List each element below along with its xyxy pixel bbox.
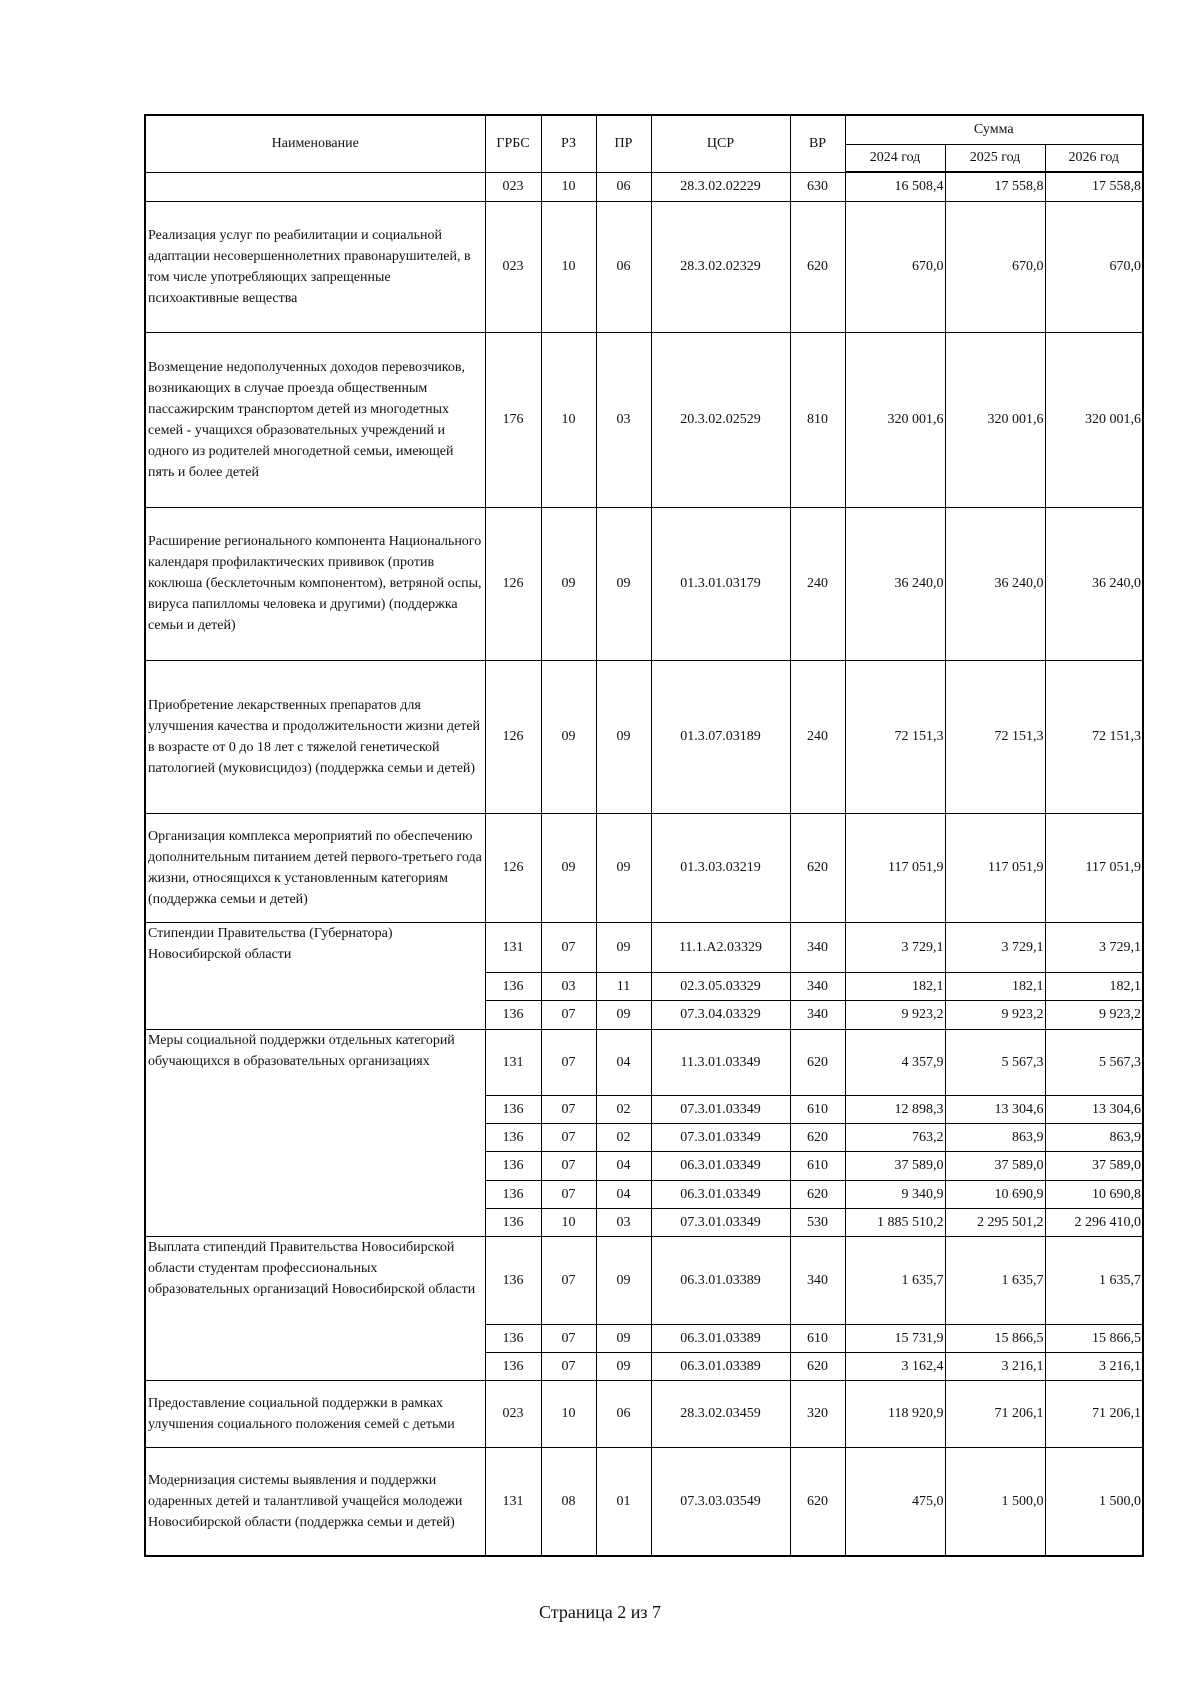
cell-rz: 07 [541, 1095, 596, 1123]
cell-y2025: 72 151,3 [945, 660, 1045, 813]
cell-y2026: 17 558,8 [1045, 172, 1143, 201]
cell-y2026: 320 001,6 [1045, 332, 1143, 507]
cell-pr: 06 [596, 1380, 651, 1447]
cell-y2026: 9 923,2 [1045, 1000, 1143, 1029]
cell-csr: 01.3.07.03189 [651, 660, 790, 813]
cell-vr: 620 [790, 1352, 845, 1380]
cell-rz: 07 [541, 1000, 596, 1029]
cell-y2026: 71 206,1 [1045, 1380, 1143, 1447]
cell-csr: 28.3.02.02229 [651, 172, 790, 201]
cell-csr: 11.1.А2.03329 [651, 922, 790, 972]
row-name: Организация комплекса мероприятий по обеспечению дополнительным питанием детей первого-третьего года жизни, относящихся к установленным категориям (поддержка семьи и детей) [145, 813, 485, 922]
cell-y2024: 670,0 [845, 201, 945, 332]
cell-y2026: 1 635,7 [1045, 1236, 1143, 1324]
cell-y2025: 15 866,5 [945, 1324, 1045, 1352]
budget-table [144, 114, 1144, 1557]
cell-grbs: 023 [485, 172, 541, 201]
cell-csr: 11.3.01.03349 [651, 1029, 790, 1095]
cell-y2026: 72 151,3 [1045, 660, 1143, 813]
cell-y2025: 5 567,3 [945, 1029, 1045, 1095]
cell-y2024: 1 885 510,2 [845, 1208, 945, 1236]
cell-pr: 09 [596, 1000, 651, 1029]
cell-grbs: 136 [485, 1352, 541, 1380]
cell-rz: 07 [541, 1236, 596, 1324]
cell-pr: 06 [596, 201, 651, 332]
cell-y2025: 13 304,6 [945, 1095, 1045, 1123]
cell-y2026: 15 866,5 [1045, 1324, 1143, 1352]
cell-y2026: 3 729,1 [1045, 922, 1143, 972]
cell-y2025: 670,0 [945, 201, 1045, 332]
cell-y2026: 13 304,6 [1045, 1095, 1143, 1123]
cell-pr: 11 [596, 972, 651, 1000]
cell-csr: 28.3.02.02329 [651, 201, 790, 332]
row-name: Реализация услуг по реабилитации и социальной адаптации несовершеннолетних правонарушителей, в том числе употребляющих запрещенные психоактивные вещества [145, 201, 485, 332]
row-name [145, 172, 485, 201]
cell-y2024: 118 920,9 [845, 1380, 945, 1447]
cell-rz: 07 [541, 1123, 596, 1151]
cell-grbs: 126 [485, 507, 541, 660]
row-name: Стипендии Правительства (Губернатора) Новосибирской области [145, 922, 485, 1029]
table-row [145, 660, 1143, 813]
cell-pr: 03 [596, 1208, 651, 1236]
cell-y2025: 3 729,1 [945, 922, 1045, 972]
cell-csr: 02.3.05.03329 [651, 972, 790, 1000]
cell-y2024: 72 151,3 [845, 660, 945, 813]
cell-grbs: 136 [485, 1123, 541, 1151]
cell-vr: 320 [790, 1380, 845, 1447]
row-name: Приобретение лекарственных препаратов для улучшения качества и продолжительности жизни детей в возрасте от 0 до 18 лет с тяжелой генетической патологией (муковисцидоз) (поддержка семьи и детей) [145, 660, 485, 813]
cell-vr: 610 [790, 1324, 845, 1352]
cell-vr: 620 [790, 813, 845, 922]
cell-vr: 620 [790, 1029, 845, 1095]
cell-vr: 340 [790, 1000, 845, 1029]
cell-csr: 28.3.02.03459 [651, 1380, 790, 1447]
cell-csr: 06.3.01.03389 [651, 1352, 790, 1380]
cell-vr: 610 [790, 1151, 845, 1180]
cell-rz: 10 [541, 172, 596, 201]
cell-grbs: 131 [485, 1447, 541, 1556]
cell-rz: 09 [541, 813, 596, 922]
cell-y2024: 37 589,0 [845, 1151, 945, 1180]
cell-y2025: 320 001,6 [945, 332, 1045, 507]
cell-pr: 03 [596, 332, 651, 507]
cell-rz: 07 [541, 922, 596, 972]
cell-vr: 340 [790, 1236, 845, 1324]
table-row [145, 1029, 1143, 1095]
cell-pr: 09 [596, 813, 651, 922]
cell-csr: 06.3.01.03389 [651, 1324, 790, 1352]
cell-grbs: 023 [485, 1380, 541, 1447]
table-row [145, 172, 1143, 201]
cell-pr: 04 [596, 1029, 651, 1095]
cell-grbs: 136 [485, 1208, 541, 1236]
cell-y2026: 5 567,3 [1045, 1029, 1143, 1095]
cell-y2024: 15 731,9 [845, 1324, 945, 1352]
cell-y2025: 117 051,9 [945, 813, 1045, 922]
cell-pr: 01 [596, 1447, 651, 1556]
table-row [145, 1236, 1143, 1324]
cell-vr: 610 [790, 1095, 845, 1123]
cell-csr: 07.3.01.03349 [651, 1123, 790, 1151]
cell-y2024: 9 923,2 [845, 1000, 945, 1029]
cell-y2024: 182,1 [845, 972, 945, 1000]
cell-rz: 07 [541, 1151, 596, 1180]
table-row [145, 1380, 1143, 1447]
cell-vr: 620 [790, 1180, 845, 1208]
cell-rz: 09 [541, 507, 596, 660]
cell-pr: 09 [596, 507, 651, 660]
cell-y2025: 10 690,9 [945, 1180, 1045, 1208]
cell-y2024: 36 240,0 [845, 507, 945, 660]
cell-grbs: 136 [485, 972, 541, 1000]
cell-y2024: 3 162,4 [845, 1352, 945, 1380]
cell-pr: 09 [596, 922, 651, 972]
cell-pr: 09 [596, 1352, 651, 1380]
cell-vr: 340 [790, 922, 845, 972]
cell-vr: 810 [790, 332, 845, 507]
row-name: Меры социальной поддержки отдельных категорий обучающихся в образовательных организациях [145, 1029, 485, 1236]
cell-rz: 03 [541, 972, 596, 1000]
cell-grbs: 131 [485, 922, 541, 972]
table-body [145, 172, 1143, 1556]
table-row [145, 922, 1143, 972]
cell-csr: 01.3.01.03179 [651, 507, 790, 660]
cell-y2026: 117 051,9 [1045, 813, 1143, 922]
cell-y2024: 16 508,4 [845, 172, 945, 201]
cell-vr: 620 [790, 201, 845, 332]
cell-grbs: 136 [485, 1324, 541, 1352]
cell-pr: 02 [596, 1123, 651, 1151]
cell-grbs: 176 [485, 332, 541, 507]
cell-csr: 01.3.03.03219 [651, 813, 790, 922]
cell-pr: 09 [596, 1236, 651, 1324]
cell-y2026: 10 690,8 [1045, 1180, 1143, 1208]
cell-y2025: 71 206,1 [945, 1380, 1045, 1447]
cell-vr: 340 [790, 972, 845, 1000]
header-rz: РЗ [541, 115, 596, 172]
row-name: Возмещение недополученных доходов перевозчиков, возникающих в случае проезда общественным пассажирским транспортом детей из многодетных семей - учащихся образовательных учреждений и одного из родителей многодетной семьи, имеющей пять и более детей [145, 332, 485, 507]
cell-y2024: 475,0 [845, 1447, 945, 1556]
cell-pr: 09 [596, 660, 651, 813]
cell-grbs: 023 [485, 201, 541, 332]
cell-y2025: 36 240,0 [945, 507, 1045, 660]
cell-y2026: 3 216,1 [1045, 1352, 1143, 1380]
cell-y2024: 320 001,6 [845, 332, 945, 507]
cell-y2026: 2 296 410,0 [1045, 1208, 1143, 1236]
header-year-2024: 2024 год [845, 144, 945, 172]
cell-csr: 07.3.03.03549 [651, 1447, 790, 1556]
cell-csr: 06.3.01.03349 [651, 1180, 790, 1208]
cell-y2026: 670,0 [1045, 201, 1143, 332]
cell-y2026: 182,1 [1045, 972, 1143, 1000]
cell-rz: 07 [541, 1352, 596, 1380]
cell-y2024: 4 357,9 [845, 1029, 945, 1095]
cell-y2026: 863,9 [1045, 1123, 1143, 1151]
cell-csr: 06.3.01.03349 [651, 1151, 790, 1180]
cell-grbs: 136 [485, 1000, 541, 1029]
cell-grbs: 136 [485, 1095, 541, 1123]
cell-y2025: 2 295 501,2 [945, 1208, 1045, 1236]
header-name: Наименование [145, 115, 485, 172]
cell-y2025: 182,1 [945, 972, 1045, 1000]
cell-y2024: 1 635,7 [845, 1236, 945, 1324]
cell-rz: 09 [541, 660, 596, 813]
header-year-2025: 2025 год [945, 144, 1045, 172]
cell-grbs: 131 [485, 1029, 541, 1095]
cell-y2025: 863,9 [945, 1123, 1045, 1151]
cell-grbs: 136 [485, 1236, 541, 1324]
cell-rz: 07 [541, 1180, 596, 1208]
cell-pr: 04 [596, 1180, 651, 1208]
cell-pr: 02 [596, 1095, 651, 1123]
cell-y2025: 1 500,0 [945, 1447, 1045, 1556]
row-name: Модернизация системы выявления и поддержки одаренных детей и талантливой учащейся молодежи Новосибирской области (поддержка семьи и детей) [145, 1447, 485, 1556]
cell-vr: 620 [790, 1447, 845, 1556]
header-pr: ПР [596, 115, 651, 172]
cell-y2025: 37 589,0 [945, 1151, 1045, 1180]
header-csr: ЦСР [651, 115, 790, 172]
cell-y2024: 12 898,3 [845, 1095, 945, 1123]
table-row [145, 813, 1143, 922]
table-row [145, 332, 1143, 507]
cell-grbs: 126 [485, 813, 541, 922]
cell-csr: 07.3.04.03329 [651, 1000, 790, 1029]
cell-rz: 10 [541, 201, 596, 332]
cell-rz: 07 [541, 1324, 596, 1352]
cell-csr: 07.3.01.03349 [651, 1095, 790, 1123]
header-grbs: ГРБС [485, 115, 541, 172]
cell-vr: 240 [790, 660, 845, 813]
header-year-2026: 2026 год [1045, 144, 1143, 172]
cell-rz: 10 [541, 1208, 596, 1236]
row-name: Предоставление социальной поддержки в рамках улучшения социального положения семей с детьми [145, 1380, 485, 1447]
cell-y2025: 3 216,1 [945, 1352, 1045, 1380]
cell-y2026: 37 589,0 [1045, 1151, 1143, 1180]
cell-y2024: 763,2 [845, 1123, 945, 1151]
cell-rz: 08 [541, 1447, 596, 1556]
table-row [145, 507, 1143, 660]
header-vr: ВР [790, 115, 845, 172]
row-name: Расширение регионального компонента Национального календаря профилактических прививок (против коклюша (бесклеточным компонентом), ветряной оспы, вируса папилломы человека и другими) (поддержка семьи и детей) [145, 507, 485, 660]
cell-y2025: 9 923,2 [945, 1000, 1045, 1029]
cell-csr: 06.3.01.03389 [651, 1236, 790, 1324]
cell-vr: 630 [790, 172, 845, 201]
cell-grbs: 136 [485, 1151, 541, 1180]
cell-y2026: 1 500,0 [1045, 1447, 1143, 1556]
cell-y2025: 17 558,8 [945, 172, 1045, 201]
cell-y2024: 3 729,1 [845, 922, 945, 972]
page-number: Страница 2 из 7 [539, 1602, 661, 1622]
cell-vr: 530 [790, 1208, 845, 1236]
cell-pr: 04 [596, 1151, 651, 1180]
row-name: Выплата стипендий Правительства Новосибирской области студентам профессиональных образовательных организаций Новосибирской области [145, 1236, 485, 1380]
table-row [145, 1447, 1143, 1556]
cell-csr: 20.3.02.02529 [651, 332, 790, 507]
cell-vr: 620 [790, 1123, 845, 1151]
cell-csr: 07.3.01.03349 [651, 1208, 790, 1236]
cell-y2024: 9 340,9 [845, 1180, 945, 1208]
cell-pr: 09 [596, 1324, 651, 1352]
cell-grbs: 126 [485, 660, 541, 813]
cell-vr: 240 [790, 507, 845, 660]
cell-rz: 10 [541, 332, 596, 507]
cell-rz: 07 [541, 1029, 596, 1095]
cell-y2024: 117 051,9 [845, 813, 945, 922]
cell-pr: 06 [596, 172, 651, 201]
cell-y2026: 36 240,0 [1045, 507, 1143, 660]
cell-y2025: 1 635,7 [945, 1236, 1045, 1324]
header-sum: Сумма [845, 115, 1143, 144]
table-row [145, 201, 1143, 332]
cell-rz: 10 [541, 1380, 596, 1447]
cell-grbs: 136 [485, 1180, 541, 1208]
